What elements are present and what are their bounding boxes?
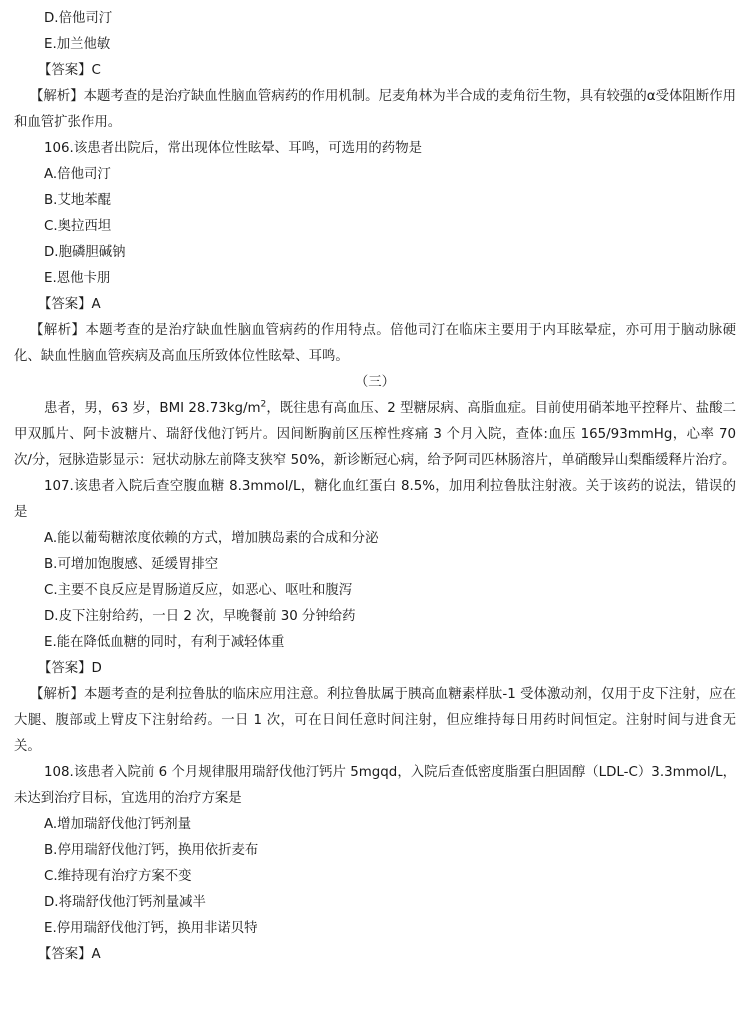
q108-stem: 108.该患者入院前 6 个月规律服用瑞舒伐他汀钙片 5mgqd，入院后查低密度脂蛋白胆固醇（LDL-C）3.3mmol/L， 未达到治疗目标，宜选用的治疗方案是 [14, 765, 736, 806]
q106-option-d: D.胞磷胆碱钠 [44, 245, 126, 260]
case-text-2: ，既往患有高血压、2 型糖尿病、高脂血症。目前使用硝苯地平控释片、盐酸二甲双胍片、阿卡波糖片、瑞舒伐他汀钙片。因间断胸前区压榨性疼痛 3 个月入院，查体:血压 165/93mmHg，心率 70 次/分，冠脉造影显示：冠状动脉左前降支狭窄 50%，新诊断冠心病，给予阿司匹林肠溶片，单硝酸异山梨酯缓释片治疗。 [14, 401, 736, 468]
q106-option-e: E.恩他卡朋 [44, 271, 111, 286]
q107-option-e: E.能在降低血糖的同时，有利于减轻体重 [44, 635, 285, 650]
q106-analysis: 【解析】本题考查的是治疗缺血性脑血管病药的作用特点。倍他司汀在临床主要用于内耳眩晕症，亦可用于脑动脉硬化、缺血性脑血管疾病及高血压所致体位性眩晕、耳鸣。 [14, 323, 736, 364]
q106-option-c: C.奥拉西坦 [44, 219, 112, 234]
q106-answer: 【答案】A [38, 297, 101, 312]
q107-analysis: 【解析】本题考查的是利拉鲁肽的临床应用注意。利拉鲁肽属于胰高血糖素样肽-1 受体激动剂，仅用于皮下注射，应在大腿、腹部或上臂皮下注射给药。一日 1 次，可在日间任意时间注射，但应维持每日用药时间恒定。注射时间与进食无关。 [14, 687, 736, 754]
q107-stem: 107.该患者入院后查空腹血糖 8.3mmol/L，糖化血红蛋白 8.5%，加用利拉鲁肽注射液。关于该药的说法，错误的是 [14, 479, 736, 520]
q108-option-b: B.停用瑞舒伐他汀钙，换用依折麦布 [44, 843, 259, 858]
q108-option-d: D.将瑞舒伐他汀钙剂量减半 [44, 895, 206, 910]
q106-stem: 106.该患者出院后，常出现体位性眩晕、耳鸣，可选用的药物是 [44, 141, 422, 156]
q107-option-c: C.主要不良反应是胃肠道反应，如恶心、呕吐和腹泻 [44, 583, 353, 598]
q107-option-a: A.能以葡萄糖浓度依赖的方式，增加胰岛素的合成和分泌 [44, 531, 379, 546]
q105-answer: 【答案】C [38, 63, 101, 78]
q108-option-a: A.增加瑞舒伐他汀钙剂量 [44, 817, 192, 832]
q107-option-b: B.可增加饱腹感、延缓胃排空 [44, 557, 219, 572]
case-superscript: 2 [260, 399, 267, 410]
q106-option-a: A.倍他司汀 [44, 167, 111, 182]
q108-option-c: C.维持现有治疗方案不变 [44, 869, 192, 884]
case-description [14, 396, 736, 474]
q105-option-e: E.加兰他敏 [44, 37, 111, 52]
q105-option-d: D.倍他司汀 [44, 11, 113, 26]
case-text-1: 患者，男，63 岁，BMI 28.73kg/m [44, 401, 261, 416]
q106-option-b: B.艾地苯醌 [44, 193, 112, 208]
q108-answer: 【答案】A [38, 947, 101, 962]
q107-option-d: D.皮下注射给药，一日 2 次，早晚餐前 30 分钟给药 [44, 609, 356, 624]
section-title: （三） [354, 375, 396, 390]
q107-answer: 【答案】D [38, 661, 102, 676]
q108-option-e: E.停用瑞舒伐他汀钙，换用非诺贝特 [44, 921, 258, 936]
q105-analysis: 【解析】本题考查的是治疗缺血性脑血管病药的作用机制。尼麦角林为半合成的麦角衍生物，具有较强的α受体阻断作用和血管扩张作用。 [14, 89, 736, 130]
